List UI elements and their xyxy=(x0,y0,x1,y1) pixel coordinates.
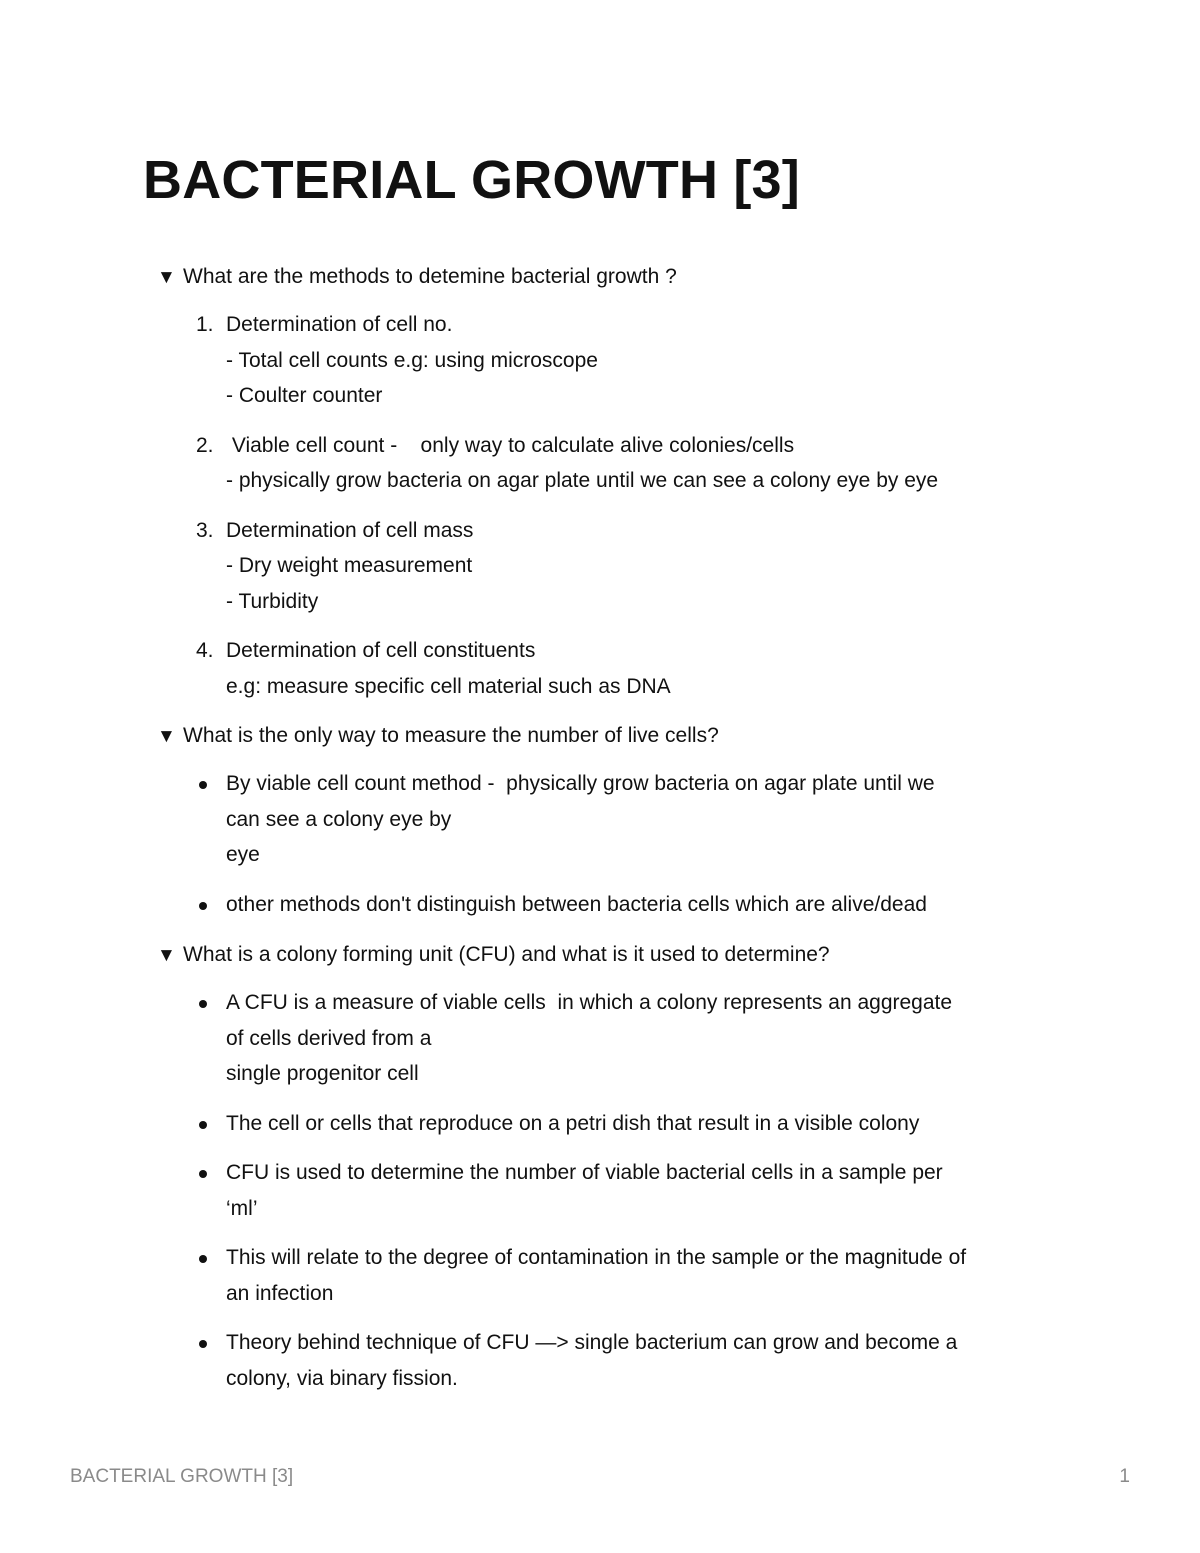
toggle-question[interactable] xyxy=(157,721,1097,752)
list-number: 3. xyxy=(196,518,214,542)
bullet-dot-icon xyxy=(199,1255,207,1263)
list-line: - Total cell counts e.g: using microscope xyxy=(226,348,598,372)
list-item xyxy=(157,428,1097,499)
list-line: other methods don't distinguish between bacteria cells which are alive/dead xyxy=(226,892,927,916)
question-text: What is a colony forming unit (CFU) and what is it used to determine? xyxy=(183,943,830,966)
footer-document-title: BACTERIAL GROWTH [3] xyxy=(70,1466,294,1487)
list-item xyxy=(157,985,1097,1092)
list-line: - Coulter counter xyxy=(226,384,383,407)
list-number: 4. xyxy=(196,639,214,662)
question-text: What is the only way to measure the number of live cells? xyxy=(183,724,719,747)
list-line: Viable cell count - only way to calculate alive colonies/cells xyxy=(226,433,795,457)
bullet-dot-icon xyxy=(199,902,207,910)
list-line: CFU is used to determine the number of viable bacterial cells in a sample per xyxy=(226,1161,943,1184)
page-title: BACTERIAL GROWTH [3] xyxy=(143,150,800,210)
list-line: By viable cell count method - physically grow bacteria on agar plate until we xyxy=(226,772,935,795)
triangle-down-icon[interactable]: ▼ xyxy=(157,726,176,747)
bullet-dot-icon xyxy=(199,781,207,789)
bullet-dot-icon xyxy=(199,1121,207,1129)
list-line: ‘ml’ xyxy=(226,1196,258,1220)
list-line: - Turbidity xyxy=(226,589,319,613)
list-line: - physically grow bacteria on agar plate until we can see a colony eye by eye xyxy=(226,469,939,492)
numbered-list xyxy=(157,307,1097,704)
bullet-list xyxy=(157,766,1097,922)
triangle-down-icon[interactable]: ▼ xyxy=(157,267,176,288)
list-item xyxy=(157,766,1097,873)
list-line: This will relate to the degree of contamination in the sample or the magnitude of xyxy=(226,1246,967,1269)
list-line: e.g: measure specific cell material such as DNA xyxy=(226,674,671,698)
question-text: What are the methods to detemine bacterial growth ? xyxy=(183,265,677,288)
list-item xyxy=(157,887,1097,923)
list-item xyxy=(157,1155,1097,1226)
list-item xyxy=(157,307,1097,414)
section-methods xyxy=(157,262,1097,704)
toggle-question[interactable] xyxy=(157,940,1097,971)
list-line: single progenitor cell xyxy=(226,1062,419,1085)
list-line: can see a colony eye by xyxy=(226,807,452,831)
list-line: of cells derived from a xyxy=(226,1026,432,1050)
bullet-dot-icon xyxy=(199,1170,207,1178)
bullet-dot-icon xyxy=(199,1340,207,1348)
list-line: The cell or cells that reproduce on a petri dish that result in a visible colony xyxy=(226,1111,920,1135)
list-line: an infection xyxy=(226,1281,334,1305)
list-item xyxy=(157,1240,1097,1311)
list-item xyxy=(157,1325,1097,1396)
toggle-question[interactable] xyxy=(157,262,1097,293)
list-number: 1. xyxy=(196,313,214,336)
section-live-cells xyxy=(157,721,1097,922)
list-line: Determination of cell no. xyxy=(226,313,453,336)
triangle-down-icon[interactable]: ▼ xyxy=(157,945,176,966)
list-line: Determination of cell constituents xyxy=(226,639,536,662)
list-number: 2. xyxy=(196,433,214,457)
bullet-dot-icon xyxy=(199,1000,207,1008)
section-cfu xyxy=(157,940,1097,1396)
list-line: Theory behind technique of CFU —> single bacterium can grow and become a xyxy=(226,1331,958,1354)
list-item xyxy=(157,513,1097,620)
list-line: Determination of cell mass xyxy=(226,518,474,542)
list-line: eye xyxy=(226,843,260,866)
bullet-list xyxy=(157,985,1097,1396)
list-line: colony, via binary fission. xyxy=(226,1366,458,1390)
footer-page-number: 1 xyxy=(1119,1466,1130,1487)
list-line: - Dry weight measurement xyxy=(226,554,473,577)
list-item xyxy=(157,1106,1097,1142)
list-line: A CFU is a measure of viable cells in which a colony represents an aggregate xyxy=(226,991,953,1014)
list-item xyxy=(157,633,1097,704)
